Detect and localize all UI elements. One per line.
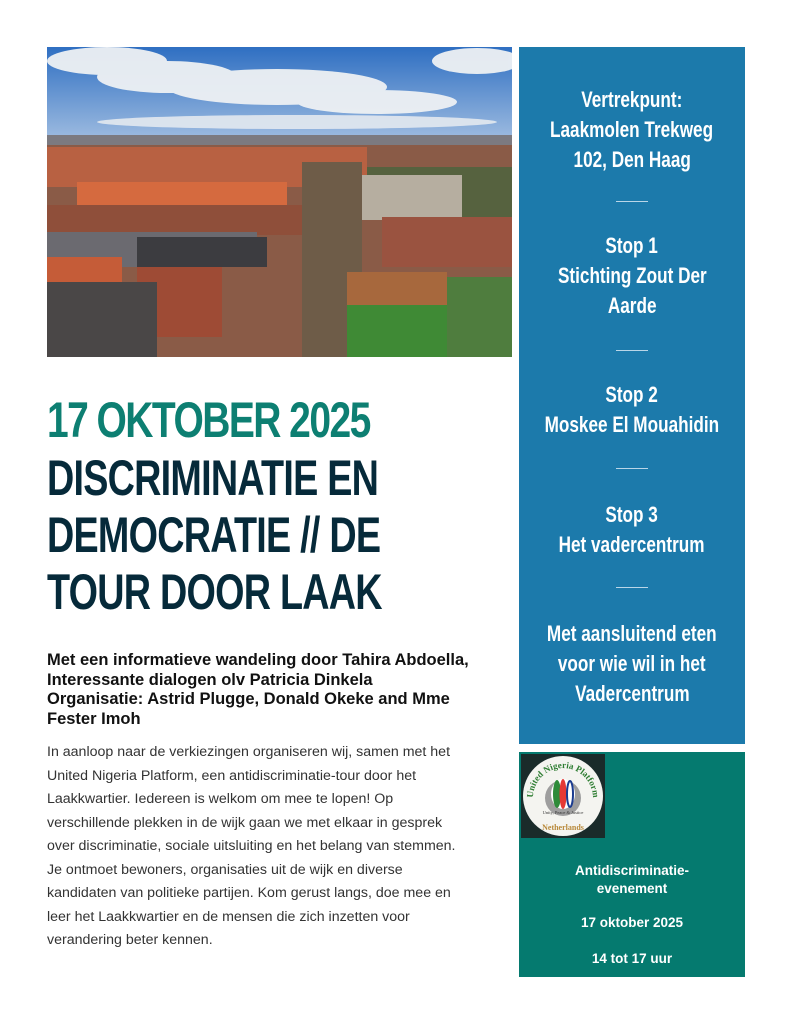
body-line: kandidaten van politieke partijen. Kom gerust langs, doe mee en [47,885,451,901]
stop-1 [519,231,745,321]
logo-bottom-text: Netherlands [542,823,584,832]
body-line: Je ontmoet bewoners, organisaties uit de wijk en diverse [47,861,403,878]
title-line: DISCRIMINATIE EN [47,450,379,506]
neighborhood-photo [47,47,512,357]
logo-top-text: United Nigeria Platform [524,759,602,799]
route-line: Vadercentrum [574,681,690,706]
stop-3 [519,500,745,560]
divider [616,587,648,588]
start-point [519,85,745,175]
united-nigeria-platform-logo [521,754,605,838]
event-time: 14 tot 17 uur [591,951,673,966]
route-line: Vertrekpunt: [581,87,683,112]
route-line: voor wie wil in het [558,651,706,676]
title-line: DEMOCRATIE // DE [47,507,381,563]
body-line: United Nigeria Platform, een antidiscriminatie-tour door het [47,767,417,784]
route-line: Moskee El Mouahidin [544,412,720,437]
description-paragraph [47,741,517,953]
body-line: over discriminatie, sociale uitsluiting en het belang van stemmen. [47,838,456,854]
subheading-line: Interessante dialogen olv Patricia Dinkela [47,670,373,689]
photo-neighborhood-aerial-icon [47,47,512,357]
stop-2 [519,380,745,440]
route-line: Aarde [607,293,657,318]
logo-motto: Unity, Peace & Justice [542,810,584,815]
event-date: 17 oktober 2025 [580,915,684,930]
body-line: In aanloop naar de verkiezingen organiseren wij, samen met het [47,744,451,760]
divider [616,350,648,351]
subheading-line: Met een informatieve wandeling door Tahira Abdoella, [47,651,469,669]
organizers-subheading [47,651,517,729]
subheading-line: Organisatie: Astrid Plugge, Donald Okeke and Mme [47,690,450,708]
route-line: Stop 1 [605,233,659,258]
event-info-panel [519,752,745,977]
subheading-line: Fester Imoh [47,709,141,728]
event-type-line: evenement [596,881,668,896]
body-line: verandering beter kennen. [47,932,213,948]
route-line: Het vadercentrum [559,532,705,557]
title-line: TOUR DOOR LAAK [47,564,382,620]
body-line: verschillende plekken in de wijk gaan we met elkaar in gesprek [47,814,443,831]
event-type-line: Antidiscriminatie- [574,863,690,878]
route-panel [519,47,745,744]
divider [616,201,648,202]
route-line: Stichting Zout Der [557,263,707,288]
route-line: Laakmolen Trekweg [550,117,714,142]
event-date-headline: 17 OKTOBER 2025 [47,392,370,448]
body-line: Laakkwartier. Iedereen is welkom om mee te lopen! Op [47,791,394,807]
route-line: Stop 2 [605,382,659,407]
route-line: 102, Den Haag [573,147,691,172]
event-type [519,862,745,898]
closing-note [519,619,745,709]
route-line: Met aansluitend eten [547,621,717,646]
event-title [47,450,500,621]
logo-emblem-icon [521,754,605,838]
route-line: Stop 3 [605,502,659,527]
divider [616,468,648,469]
body-line: leer het Laakkwartier en de mensen die zich inzetten voor [47,908,410,925]
